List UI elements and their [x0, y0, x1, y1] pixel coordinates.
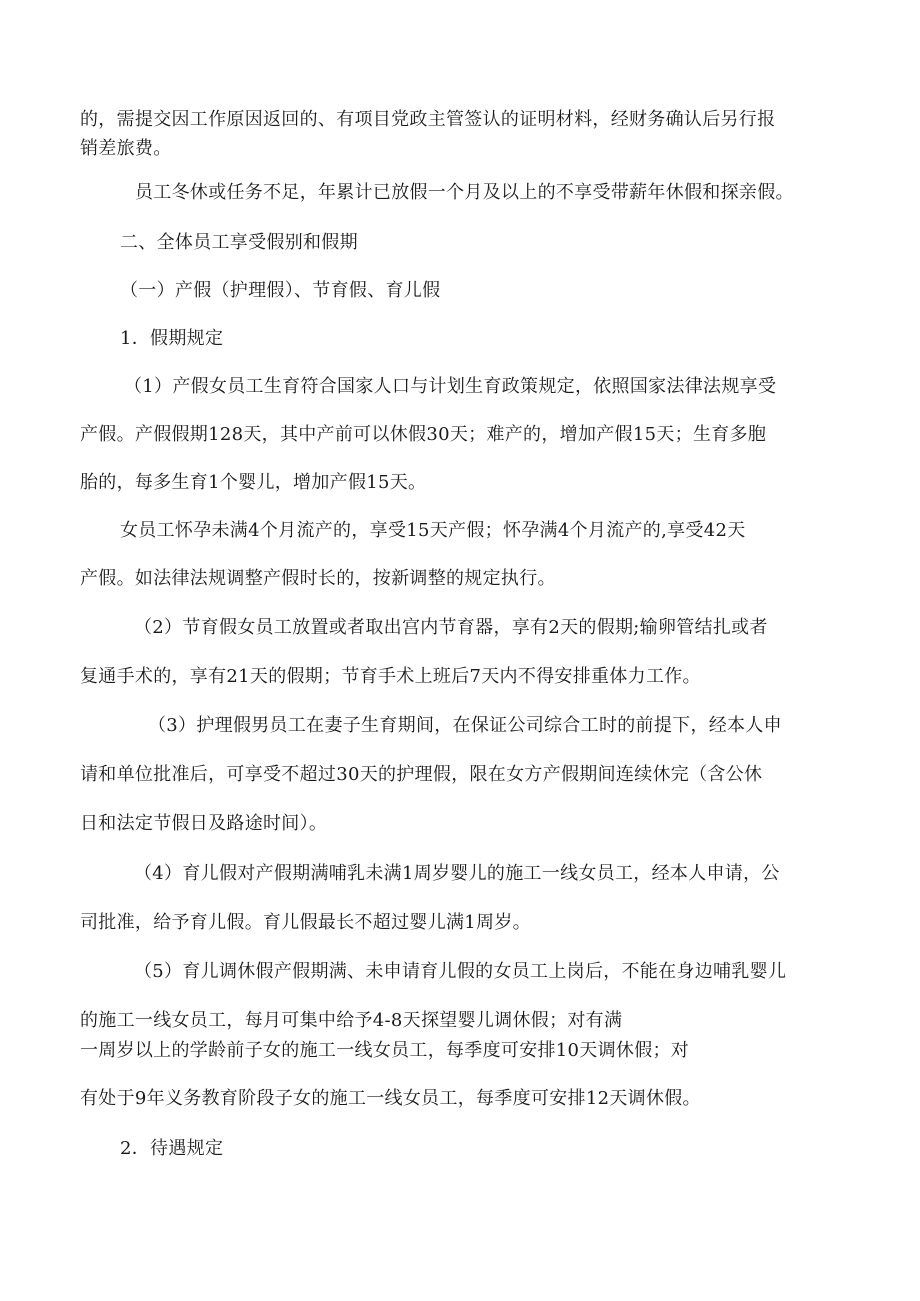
text-line-17: （4）育儿假对产假期满哺乳未满1周岁婴儿的施工一线女员工，经本人申请，公: [134, 863, 780, 884]
item-heading-1: 1．假期规定: [120, 328, 224, 349]
text-line-18: 司批准，给予育儿假。育儿假最长不超过婴儿满1周岁。: [80, 912, 531, 933]
section-heading: 二、全体员工享受假别和假期: [120, 232, 358, 253]
text-line-7: （1）产假女员工生育符合国家人口与计划生育政策规定，依照国家法律法规享受: [124, 376, 777, 397]
text-line-20: 的施工一线女员工，每月可集中给予4-8天探望婴儿调休假；对有满: [80, 1010, 623, 1031]
text-line-10: 女员工怀孕未满4个月流产的，享受15天产假；怀孕满4个月流产的,享受42天: [120, 520, 746, 541]
item-heading-2: 2．待遇规定: [120, 1138, 224, 1159]
text-line-19: （5）育儿调休假产假期满、未申请育儿假的女员工上岗后，不能在身边哺乳婴儿: [134, 961, 787, 982]
subsection-heading: （一）产假（护理假）、节育假、育儿假: [120, 280, 441, 301]
text-line-14: （3）护理假男员工在妻子生育期间，在保证公司综合工时的前提下，经本人申: [148, 715, 782, 736]
text-line-22: 有处于9年义务教育阶段子女的施工一线女员工，每季度可安排12天调休假。: [80, 1088, 701, 1109]
text-line-15: 请和单位批准后，可享受不超过30天的护理假，限在女方产假期间连续休完（含公休: [80, 764, 763, 785]
text-line-13: 复通手术的，享有21天的假期；节育手术上班后7天内不得安排重体力工作。: [80, 666, 701, 687]
text-line-3: 员工冬休或任务不足，年累计已放假一个月及以上的不享受带薪年休假和探亲假。: [135, 182, 794, 203]
text-line-11: 产假。如法律法规调整产假时长的，按新调整的规定执行。: [80, 568, 556, 589]
text-line-21: 一周岁以上的学龄前子女的施工一线女员工，每季度可安排10天调休假；对: [80, 1040, 690, 1061]
text-line-16: 日和法定节假日及路途时间）。: [80, 813, 328, 834]
text-line-8: 产假。产假假期128天，其中产前可以休假30天；难产的，增加产假15天；生育多胞: [80, 424, 767, 445]
text-line-9: 胎的，每多生育1个婴儿，增加产假15天。: [80, 472, 427, 493]
text-line-12: （2）节育假女员工放置或者取出宫内节育器，享有2天的假期;输卵管结扎或者: [134, 617, 768, 638]
text-line-2: 销差旅费。: [80, 138, 172, 159]
text-line-1: 的，需提交因工作原因返回的、有项目党政主管签认的证明材料，经财务确认后另行报: [80, 109, 776, 130]
